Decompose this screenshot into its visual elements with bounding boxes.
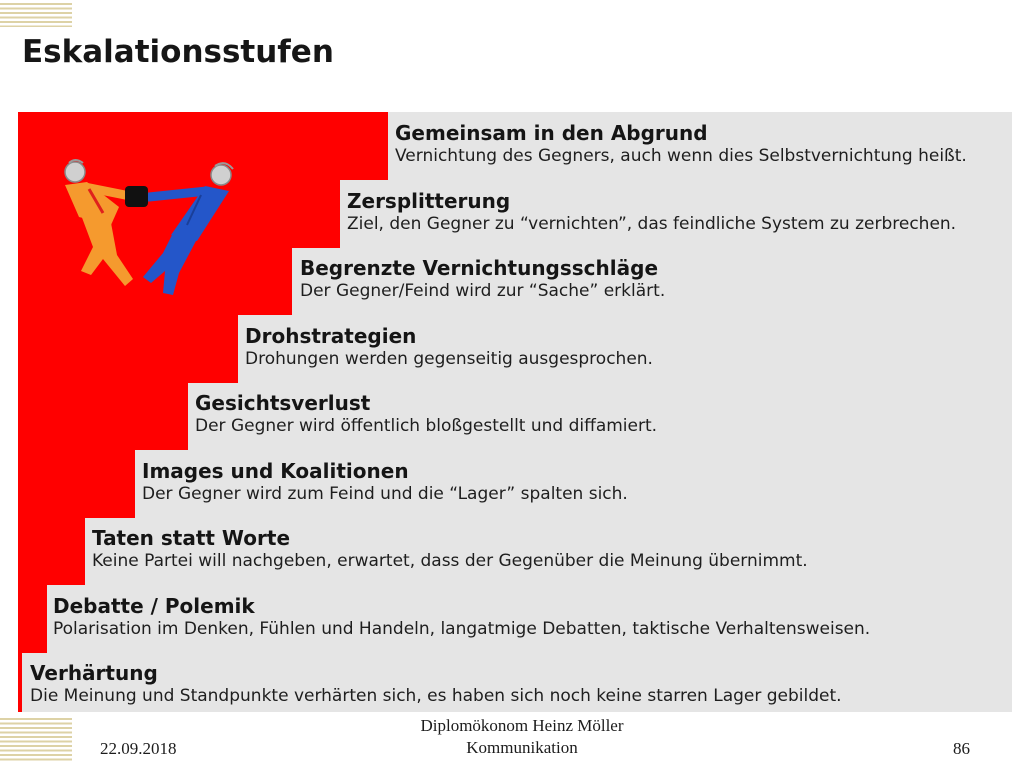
page-number: 86 (953, 739, 970, 758)
staircase-step (18, 584, 47, 653)
stage-row (300, 247, 665, 302)
stage-row (92, 517, 808, 572)
stage-title: Images und Koalitionen (142, 458, 409, 483)
stage-description: Der Gegner wird öffentlich bloßgestellt und diffamiert. (195, 416, 658, 436)
slide-title: Eskalationsstufen (22, 34, 334, 70)
stage-description: Der Gegner wird zum Feind und die “Lager” spalten sich. (142, 483, 628, 504)
orange-figure (65, 160, 133, 286)
stage-title: Taten statt Worte (92, 526, 291, 550)
stage-title: Begrenzte Vernichtungsschläge (300, 256, 659, 280)
stage-title: Verhärtung (30, 661, 158, 685)
stage-row (395, 112, 967, 167)
staircase-step (18, 652, 22, 712)
stage-description: Drohungen werden gegenseitig ausgesprochen. (245, 348, 653, 369)
footer-date: 22.09.2018 (100, 739, 177, 758)
decorative-lines-top (0, 3, 72, 27)
stage-description: Polarisation im Denken, Fühlen und Handeln, langatmige Debatten, taktische Verhaltensweisen. (53, 618, 871, 639)
stage-row (195, 382, 657, 437)
decorative-lines-bottom (0, 718, 72, 762)
staircase-step (18, 449, 135, 518)
footer-subject: Kommunikation (466, 738, 578, 757)
stage-title: Gemeinsam in den Abgrund (395, 121, 708, 145)
footer-credits (372, 715, 672, 759)
stage-title: Zersplitterung (347, 188, 511, 213)
staircase-step (18, 517, 85, 585)
tug-of-war-icon (55, 155, 240, 305)
stage-description: Keine Partei will nachgeben, erwartet, dass der Gegenüber die Meinung übernimmt. (92, 551, 808, 571)
staircase-step (18, 382, 188, 450)
stage-description: Der Gegner/Feind wird zur “Sache” erklärt. (300, 281, 666, 301)
stage-title: Drohstrategien (245, 323, 417, 348)
stage-row (347, 180, 956, 235)
stage-row (53, 585, 870, 640)
stage-title: Debatte / Polemik (53, 593, 255, 618)
stage-description: Die Meinung und Standpunkte verhärten sich, es haben sich noch keine starren Lager gebildet. (30, 686, 842, 706)
stage-description: Ziel, den Gegner zu “vernichten”, das feindliche System zu zerbrechen. (347, 213, 957, 234)
blue-figure (143, 163, 233, 295)
footer-author: Diplomökonom Heinz Möller (420, 716, 624, 735)
stage-title: Gesichtsverlust (195, 391, 371, 415)
stage-row (245, 315, 653, 370)
stage-row (30, 652, 842, 707)
stage-description: Vernichtung des Gegners, auch wenn dies Selbstvernichtung heißt. (395, 146, 967, 166)
staircase-step (18, 314, 238, 383)
stage-row (142, 450, 628, 505)
contested-object (125, 186, 148, 207)
